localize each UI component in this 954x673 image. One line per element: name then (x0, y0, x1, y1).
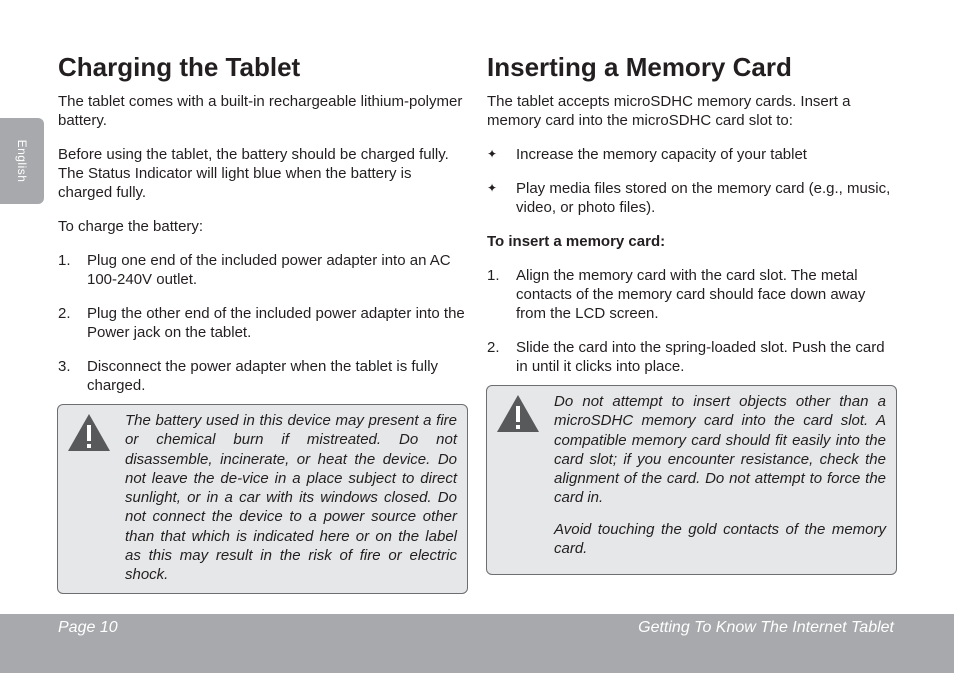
battery-warning-box (57, 404, 468, 594)
list-item (58, 357, 468, 395)
insert-card-subheading: To insert a memory card: (487, 233, 666, 250)
bullet-text: Play media files stored on the memory card (e.g., music, video, or photo files). (516, 180, 891, 216)
page-number: Page 10 (58, 619, 118, 636)
page-footer (0, 614, 954, 673)
charging-steps (58, 251, 468, 395)
list-item (58, 304, 468, 342)
list-item (487, 145, 897, 164)
step-text: Plug the other end of the included power adapter into the Power jack on the tablet. (87, 305, 465, 341)
step-text: Plug one end of the included power adapter into an AC 100-240V outlet. (87, 252, 451, 288)
step-number: 2. (58, 305, 71, 322)
language-tab-label: English (15, 139, 29, 183)
warning-icon (67, 412, 111, 452)
memory-card-warning-text (554, 392, 886, 558)
memory-card-intro: The tablet accepts microSDHC memory cards. Insert a memory card into the microSDHC card slot to: (487, 93, 851, 129)
memory-card-section (487, 50, 897, 376)
list-item (487, 338, 897, 376)
battery-warning-text: The battery used in this device may present a fire or chemical burn if mistreated. Do not disassemble, incinerate, or heat the device. Do not leave the de-vice in a place subject to direct sunlight, or in a car with its windows closed. Do not connect the device to a power source other than that which is indicated here or on the label as this may result in the risk of fire or electric shock. (125, 412, 457, 584)
memory-card-warning-p2: Avoid touching the gold contacts of the memory card. (554, 520, 886, 558)
step-number: 1. (58, 252, 71, 269)
charging-heading: Charging the Tablet (58, 52, 301, 82)
charging-intro: The tablet comes with a built-in rechargeable lithium-polymer battery. (58, 93, 463, 129)
list-item (487, 266, 897, 323)
language-tab (0, 118, 44, 204)
step-text: Disconnect the power adapter when the tablet is fully charged. (87, 358, 439, 394)
step-number: 1. (487, 267, 500, 284)
step-text: Align the memory card with the card slot. The metal contacts of the memory card should face down away from the LCD screen. (516, 267, 866, 322)
bullet-text: Increase the memory capacity of your tablet (516, 146, 807, 163)
memory-card-warning-box (486, 385, 897, 575)
list-item (487, 179, 897, 217)
step-text: Slide the card into the spring-loaded slot. Push the card in until it clicks into place. (516, 339, 885, 375)
memory-card-uses (487, 145, 897, 217)
bullet-icon: ✦ (487, 181, 498, 195)
warning-icon (496, 393, 540, 433)
step-number: 2. (487, 339, 500, 356)
insert-card-steps (487, 266, 897, 376)
charging-steps-intro: To charge the battery: (58, 218, 204, 235)
memory-card-warning-p1: Do not attempt to insert objects other than a microSDHC memory card into the card slot. A compatible memory card should fit easily into the card slot; if you encounter resistance, check the alignment of the card. Do not attempt to force the card in. (554, 393, 886, 507)
section-title: Getting To Know The Internet Tablet (638, 619, 894, 636)
charging-section (58, 50, 468, 395)
memory-card-heading: Inserting a Memory Card (487, 52, 792, 82)
step-number: 3. (58, 358, 71, 375)
list-item (58, 251, 468, 289)
charging-note: Before using the tablet, the battery should be charged fully. The Status Indicator will light blue when the battery is charged fully. (58, 146, 449, 201)
bullet-icon: ✦ (487, 147, 498, 161)
